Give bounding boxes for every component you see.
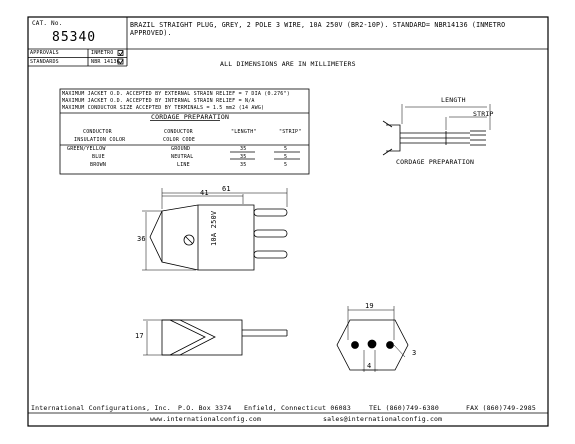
dim-pin-diameter: 3 xyxy=(412,349,417,357)
dim-height: 36 xyxy=(137,235,146,243)
header-conductor-2: CONDUCTOR xyxy=(164,129,193,135)
table-cell: 35 xyxy=(240,162,247,168)
cordage-diagram-caption: CORDAGE PREPARATION xyxy=(396,158,475,166)
approvals-value: INMETRO xyxy=(91,50,114,56)
length-label: LENGTH xyxy=(441,96,466,104)
body-marking: 10A 250V xyxy=(210,210,218,246)
dim-side-height: 17 xyxy=(135,332,144,340)
header-strip: "STRIP" xyxy=(279,129,302,135)
strip-label: STRIP xyxy=(473,110,494,118)
product-description: BRAZIL STRAIGHT PLUG, GREY, 2 POLE 3 WIRE, 10A 250V (BR2-10P). STANDARD= NBR14136 (INMETRO APPROVED). xyxy=(130,21,506,37)
table-cell: 5 xyxy=(284,154,288,160)
table-cell: GROUND xyxy=(171,146,191,152)
dim-overall-length: 61 xyxy=(222,185,231,193)
cat-number: 85340 xyxy=(52,30,97,45)
dim-pin-offset: 4 xyxy=(367,362,372,370)
footer-company: International Configurations, Inc. xyxy=(31,404,171,412)
footer-po-box: P.O. Box 3374 xyxy=(178,404,232,412)
table-cell: 5 xyxy=(284,146,288,152)
note-line: MAXIMUM JACKET O.D. ACCEPTED BY INTERNAL STRAIN RELIEF = N/A xyxy=(62,98,255,104)
approvals-label: APPROVALS xyxy=(30,50,59,56)
table-cell: 35 xyxy=(240,146,247,152)
sheet-border xyxy=(28,17,548,426)
table-cell: 35 xyxy=(240,154,247,160)
cat-label: CAT. No. xyxy=(32,20,63,27)
header-color-code: COLOR CODE xyxy=(163,137,196,143)
dim-pin-spacing: 19 xyxy=(365,302,374,310)
footer-website[interactable]: www.internationalconfig.com xyxy=(150,415,262,423)
header-length: "LENGTH" xyxy=(231,129,257,135)
footer-fax: FAX (860)749-2985 xyxy=(466,404,536,412)
footer-tel: TEL (860)749-6380 xyxy=(369,404,439,412)
table-cell: GREEN/YELLOW xyxy=(67,146,106,152)
table-cell: BROWN xyxy=(90,162,107,168)
dimensions-note: ALL DIMENSIONS ARE IN MILLIMETERS xyxy=(220,60,356,68)
table-cell: NEUTRAL xyxy=(171,154,194,160)
note-line: MAXIMUM CONDUCTOR SIZE ACCEPTED BY TERMINALS = 1.5 mm2 (14 AWG) xyxy=(62,105,265,111)
standards-value: NBR 14136 xyxy=(91,59,120,65)
cordage-table-title: CORDAGE PREPARATION xyxy=(151,113,230,121)
table-cell: BLUE xyxy=(92,154,105,160)
plug-side-view xyxy=(143,320,287,355)
header-conductor: CONDUCTOR xyxy=(83,129,112,135)
plug-face-view xyxy=(337,306,408,372)
footer-city: Enfield, Connecticut 06083 xyxy=(244,404,351,412)
note-line: MAXIMUM JACKET O.D. ACCEPTED BY EXTERNAL STRAIN RELIEF = 7 DIA (0.276") xyxy=(62,91,290,97)
table-cell: LINE xyxy=(177,162,190,168)
header-insulation-color: INSULATION COLOR xyxy=(74,137,126,143)
table-cell: 5 xyxy=(284,162,288,168)
footer-email[interactable]: sales@internationalconfig.com xyxy=(323,415,443,423)
standards-label: STANDARDS xyxy=(30,59,59,65)
dim-body-length: 41 xyxy=(200,189,209,197)
